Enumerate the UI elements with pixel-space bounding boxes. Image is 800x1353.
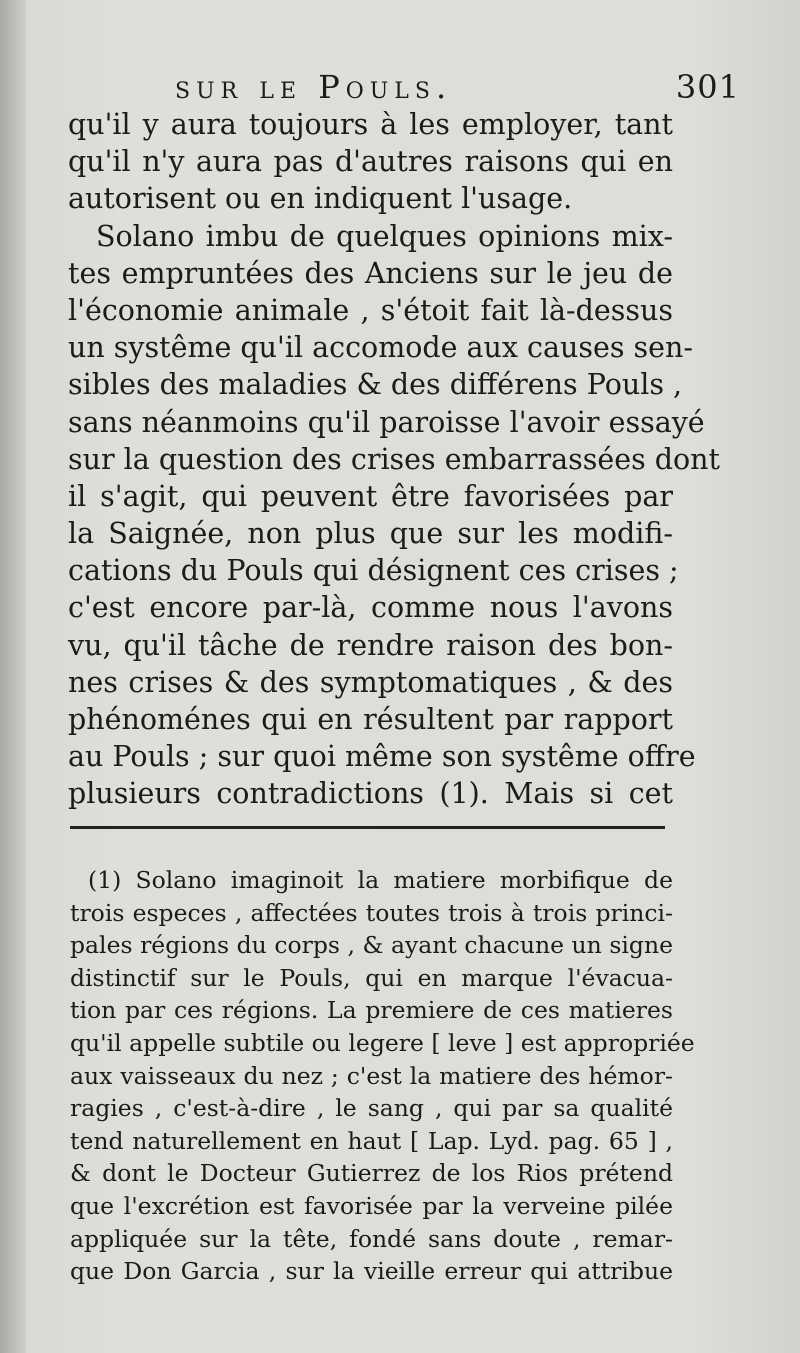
text-line: cations du Pouls qui désignent ces crises ; — [68, 554, 679, 588]
text-line: Solano imbu de quelques opinions mix- — [96, 219, 673, 253]
page-number: 301 — [675, 68, 740, 106]
text-line: sur la question des crises embarrassées dont — [68, 442, 720, 476]
text-line: sibles des maladies & des différens Pouls , — [68, 368, 683, 402]
text-line: l'économie animale , s'étoit fait là-dessus — [68, 293, 673, 327]
text-line: vu, qu'il tâche de rendre raison des bon- — [68, 628, 673, 662]
text-line: tes empruntées des Anciens sur le jeu de — [68, 256, 673, 290]
footnote-line: (1) Solano imaginoit la matiere morbifique de — [88, 866, 673, 894]
footnote-line: trois especes , affectées toutes trois à trois princi- — [70, 898, 673, 927]
text-line: sans néanmoins qu'il paroisse l'avoir essayé — [68, 405, 705, 439]
text-line: plusieurs contradictions (1). Mais si cet — [68, 777, 673, 811]
footnote — [70, 864, 695, 1288]
running-head — [175, 68, 740, 108]
footnote-line: que l'excrétion est favorisée par la verveine pilée — [70, 1191, 673, 1220]
text-line: autorisent ou en indiquent l'usage. — [68, 182, 573, 216]
footnote-line: aux vaisseaux du nez ; c'est la matiere des hémor- — [70, 1061, 673, 1090]
text-line: il s'agit, qui peuvent être favorisées par — [68, 479, 673, 513]
text-line: la Saignée, non plus que sur les modifi- — [68, 517, 673, 551]
page-gutter-shadow — [0, 0, 26, 1353]
footnote-line: ragies , c'est-à-dire , le sang , qui par sa qualité — [70, 1094, 673, 1123]
footnote-line: tend naturellement en haut [ Lap. Lyd. pag. 65 ] , — [70, 1126, 673, 1155]
main-text — [68, 106, 720, 813]
footnote-line: pales régions du corps , & ayant chacune un signe — [70, 931, 673, 960]
footnote-line: que Don Garcia , sur la vieille erreur qui attribue — [70, 1257, 673, 1286]
text-line: qu'il y aura toujours à les employer, tant — [68, 108, 673, 141]
text-line: phénoménes qui en résultent par rapport — [68, 703, 673, 736]
text-line: nes crises & des symptomatiques , & des — [68, 665, 673, 699]
text-line: c'est encore par-là, comme nous l'avons — [68, 591, 673, 625]
footnote-line: appliquée sur la tête, fondé sans doute , remar- — [70, 1224, 673, 1253]
footnote-separator — [70, 826, 665, 829]
footnote-line: qu'il appelle subtile ou legere [ leve ] est appropriée — [70, 1028, 695, 1057]
footnote-line: & dont le Docteur Gutierrez de los Rios prétend — [70, 1159, 673, 1188]
running-head-title: sur le Pouls. — [175, 68, 453, 106]
text-line: qu'il n'y aura pas d'autres raisons qui en — [68, 145, 673, 179]
footnote-line: tion par ces régions. La premiere de ces matieres — [70, 996, 673, 1025]
text-line: au Pouls ; sur quoi même son systême offre — [68, 740, 696, 774]
footnote-line: distinctif sur le Pouls, qui en marque l'évacua- — [70, 963, 673, 992]
text-line: un systême qu'il accomode aux causes sen- — [68, 331, 693, 365]
